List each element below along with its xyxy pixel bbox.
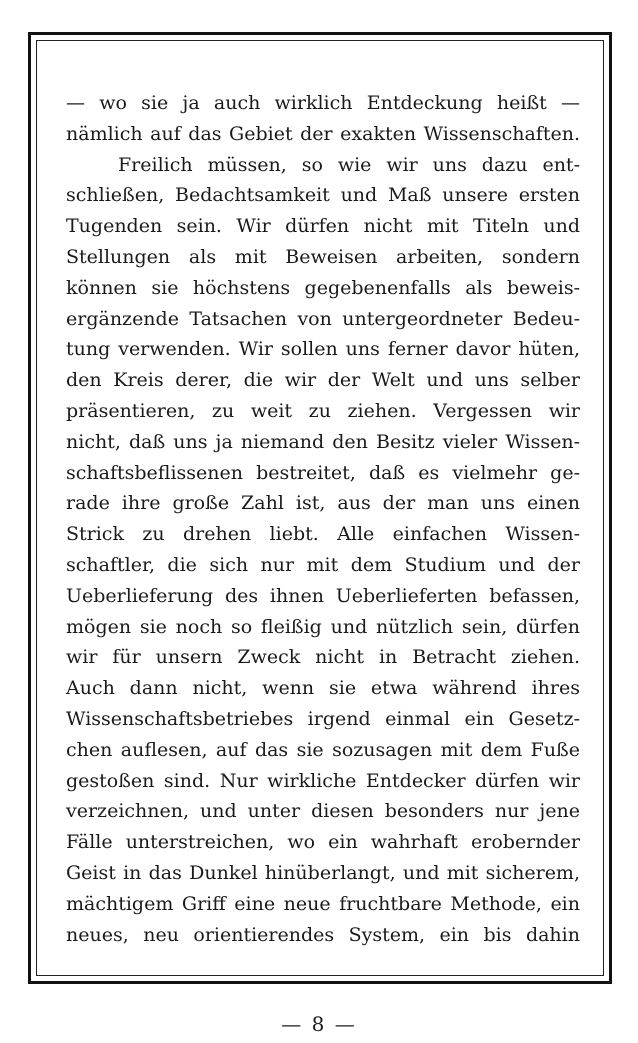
text-line: schaftler, die sich nur mit dem Studium und der xyxy=(66,553,580,576)
text-line: Auch dann nicht, wenn sie etwa während ihres xyxy=(66,677,580,700)
text-line: nicht, daß uns ja niemand den Besitz vieler Wissen- xyxy=(66,430,580,453)
text-line: können sie höchstens gegebenenfalls als beweis- xyxy=(66,276,580,299)
text-line: wir für unsern Zweck nicht in Betracht ziehen. xyxy=(66,646,580,669)
text-line: Stellungen als mit Beweisen arbeiten, sondern xyxy=(66,245,580,268)
text-line: Geist in das Dunkel hinüberlangt, und mit sicherem, xyxy=(66,861,580,884)
text-line: — wo sie ja auch wirklich Entdeckung heißt — xyxy=(66,92,580,114)
text-line: Ueberlieferung des ihnen Ueberlieferten befassen, xyxy=(66,584,580,607)
text-line: gestoßen sind. Nur wirkliche Entdecker dürfen wir xyxy=(66,769,580,792)
text-line: schaftsbeflissenen bestreitet, daß es vielmehr ge- xyxy=(66,461,580,484)
text-line: mächtigem Griff eine neue fruchtbare Methode, ein xyxy=(66,892,580,915)
text-line: tung verwenden. Wir sollen uns ferner davor hüten, xyxy=(66,338,580,361)
text-line: Fälle unterstreichen, wo ein wahrhaft erobernder xyxy=(66,831,580,854)
body-text xyxy=(66,88,580,950)
text-line: Strick zu drehen liebt. Alle einfachen Wissen- xyxy=(66,523,580,546)
text-line: Tugenden sein. Wir dürfen nicht mit Titeln und xyxy=(66,215,580,238)
page-number: — 8 — xyxy=(281,1012,357,1036)
text-line: Freilich müssen, so wie wir uns dazu ent- xyxy=(118,153,580,176)
text-line: neues, neu orientierendes System, ein bis dahin xyxy=(66,923,580,946)
text-line: chen auflesen, auf das sie sozusagen mit dem Fuße xyxy=(66,738,580,761)
text-line: ergänzende Tatsachen von untergeordneter Bedeu- xyxy=(66,307,580,330)
text-line: nämlich auf das Gebiet der exakten Wissenschaften. xyxy=(66,122,580,145)
text-line: präsentieren, zu weit zu ziehen. Vergessen wir xyxy=(66,399,580,422)
text-line: Wissenschaftsbetriebes irgend einmal ein Gesetz- xyxy=(66,707,580,730)
text-line: mögen sie noch so fleißig und nützlich sein, dürfen xyxy=(66,615,580,638)
text-line: schließen, Bedachtsamkeit und Maß unsere ersten xyxy=(66,184,580,207)
text-line: den Kreis derer, die wir der Welt und uns selber xyxy=(66,369,580,392)
text-line: verzeichnen, und unter diesen besonders nur jene xyxy=(66,800,580,823)
text-line: rade ihre große Zahl ist, aus der man uns einen xyxy=(66,492,580,515)
